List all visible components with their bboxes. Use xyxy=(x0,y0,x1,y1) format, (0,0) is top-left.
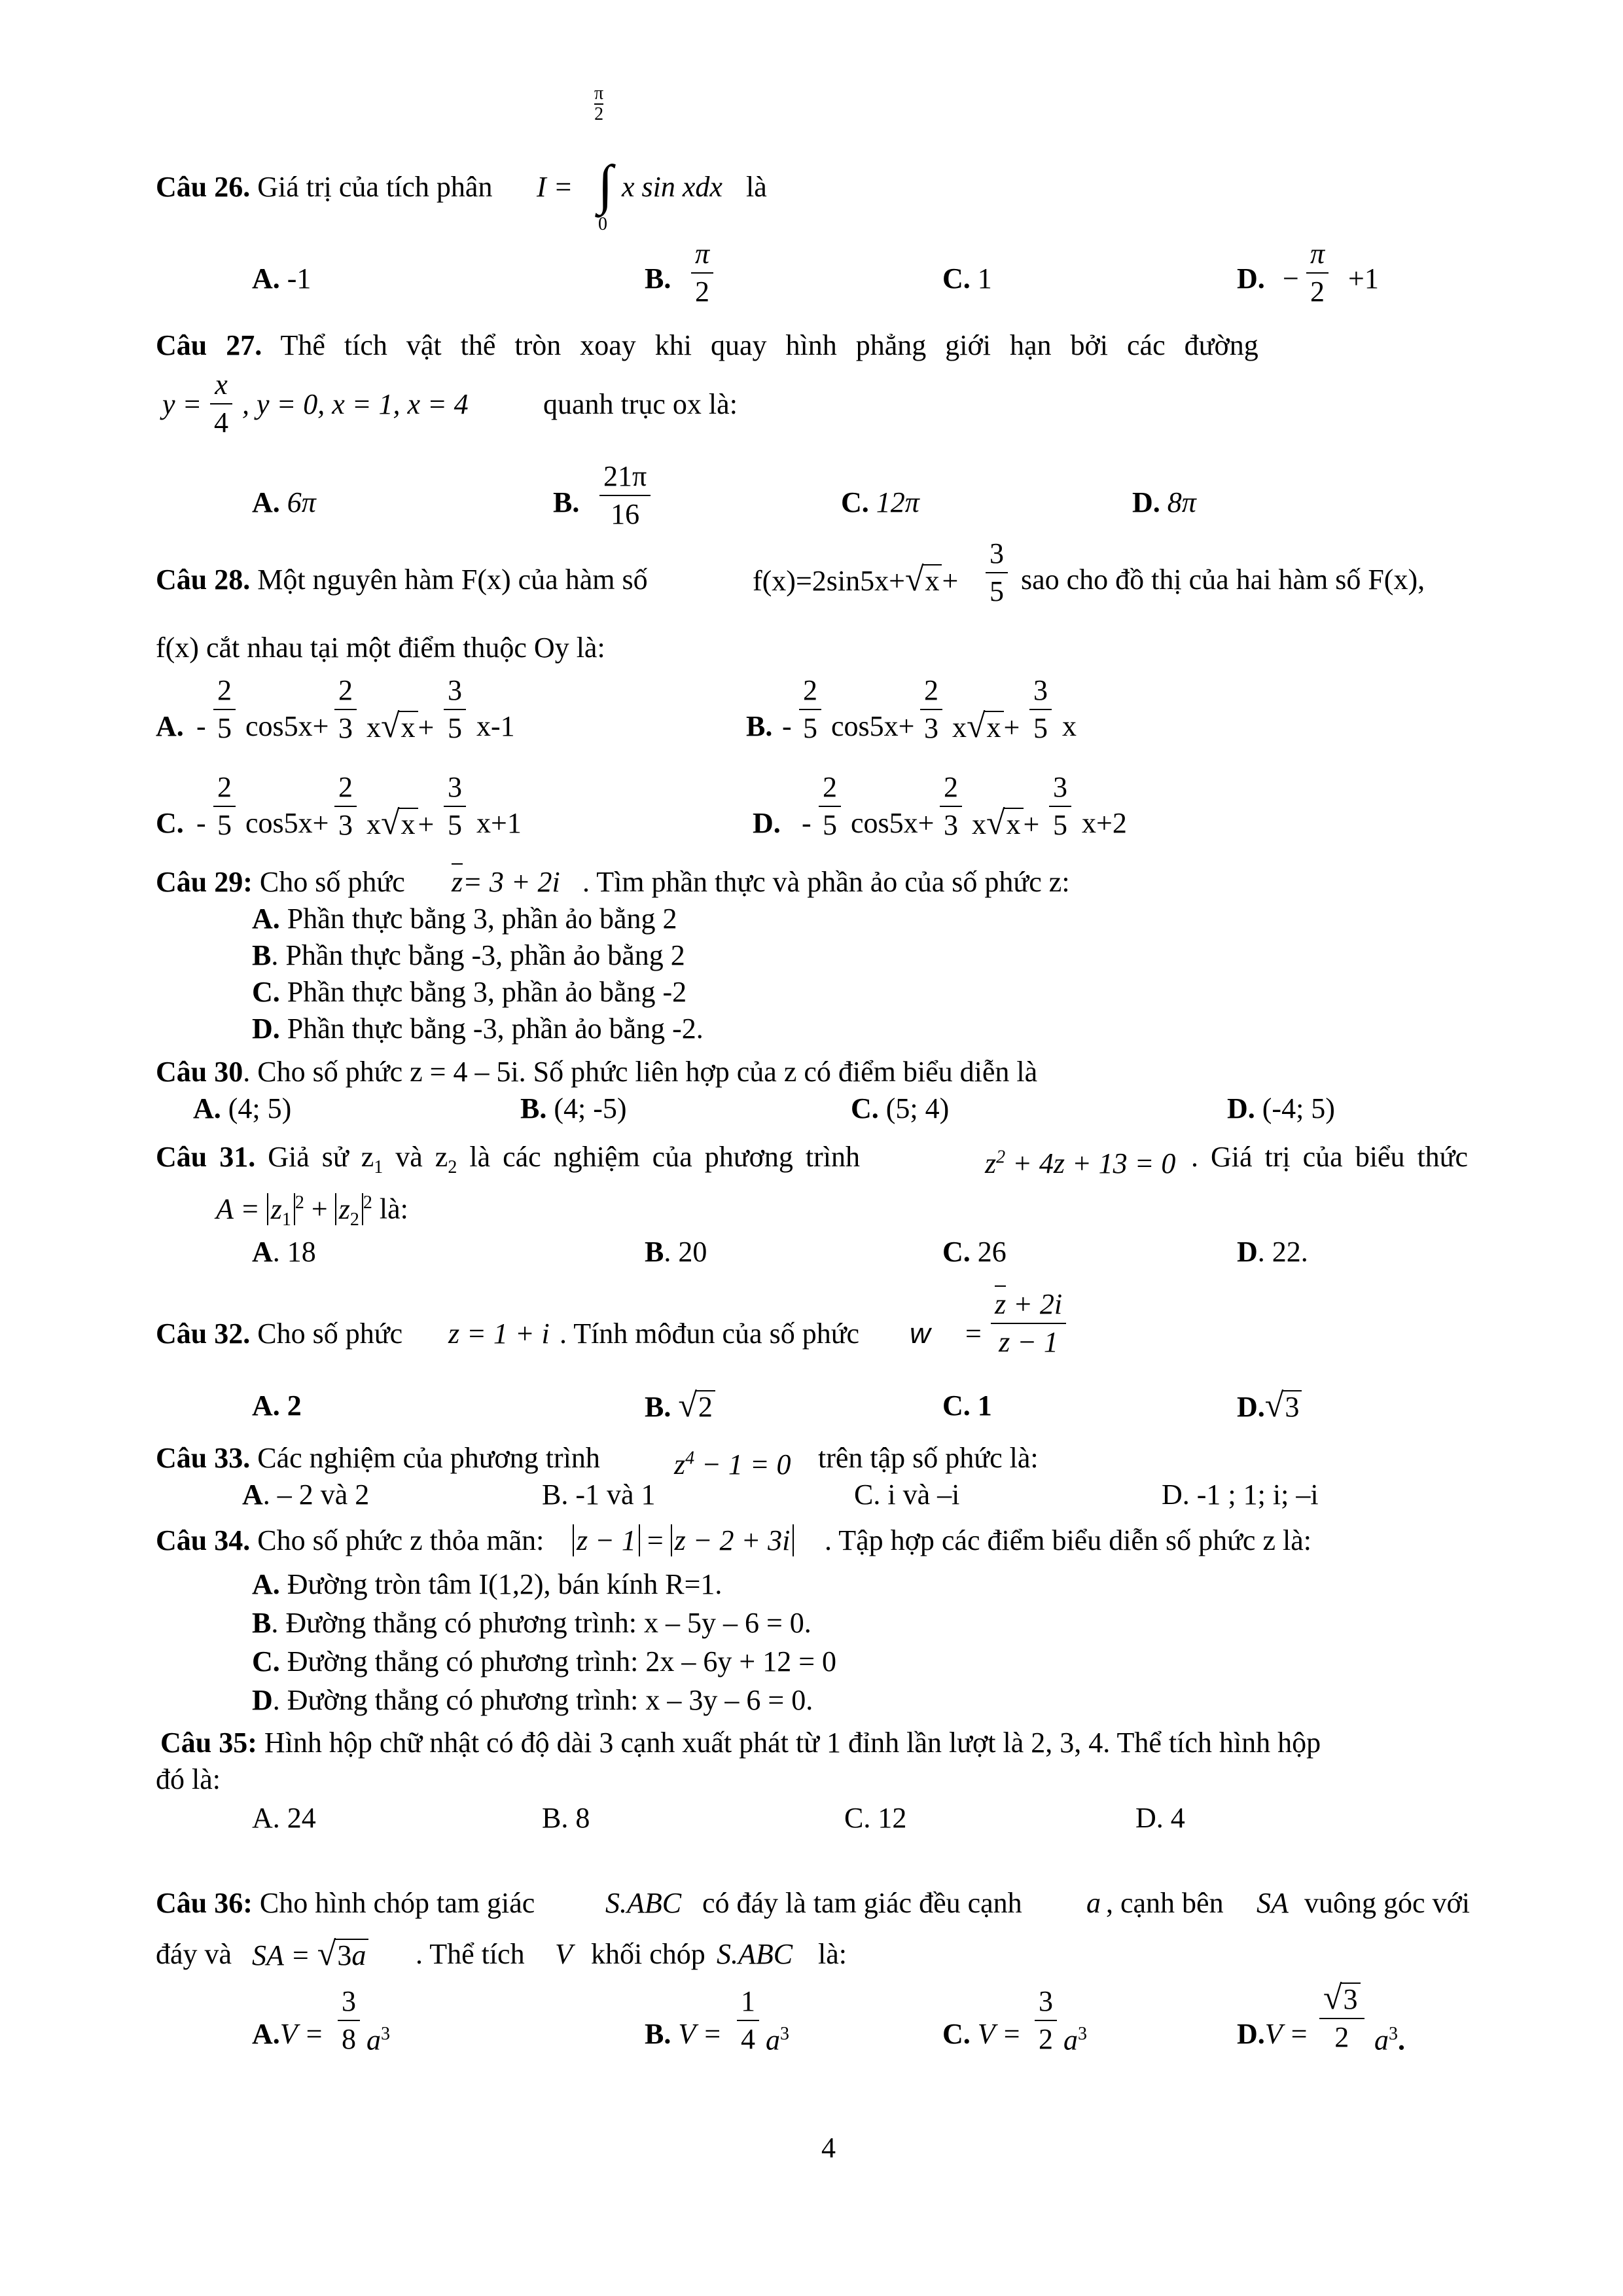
q36-option-c: C. V = xyxy=(942,2018,1022,2050)
q28-text2: f(x) cắt nhau tại một điểm thuộc Oy là: xyxy=(156,632,605,664)
q32-option-b: √2 xyxy=(678,1391,715,1423)
q26-option-a: -1 xyxy=(287,262,312,295)
q26-tail: là xyxy=(746,171,767,203)
q31-expression: $A = z_1^2 + z_2^2$ là: xyxy=(216,1193,408,1230)
q26-option-d: $\frac{\pi}{2}$ xyxy=(1306,236,1329,310)
q26-upper-num: π xyxy=(594,83,604,103)
q34-label: Câu 34. xyxy=(156,1524,251,1556)
q34-condition: z − 1 = z − 2 + 3i xyxy=(573,1522,794,1559)
q33-option-a: . – 2 và 2 xyxy=(262,1479,370,1511)
q34-text2: . Tập hợp các điểm biểu diễn số phức z là: xyxy=(825,1524,1311,1556)
exam-page: Câu 26. Giá trị của tích phân I = $\frac{\pi}{2}$ ∫ 0 x sin xdx là A. -1 B. $\frac{\pi}{2}$ C. 1 D. − $\frac{\pi}{2}$ +1 Câu 27. Thể tích vật thể tròn xoay khi quay hình phẳng giới hạn bởi các đường y = $\frac{x}{4}$ , y = 0, x = 1, x = 4 quanh trục ox là: A. 6π B. $\frac{21\pi}{16}$ C. 12π D. 8π Câu 28. Một nguyên hàm F(x) của hàm số f(x)=2sin5x+√x+ $\frac{3}{5}$ sao cho đồ thị của hai hàm số F(x), f(x) cắt nhau tại một điểm thuộc Oy là: A. - $\frac{2}{5}$ cos5x+ $\frac{2}{3}$ x√x+ $\frac{3}{5}$ x-1 B. - $\frac{2}{5}$ cos5x+ $\frac{2}{3}$ x√x+ $\frac{3}{5}$ x C. - $\frac{2}{5}$ cos5x+ $\frac{2}{3}$ x√x+ $\frac{3}{5}$ x+1 D. - $\frac{2}{5}$ cos5x+ $\frac{2}{3}$ x√x+ $\frac{3}{5}$ x+2 Câu 29: Cho số phức z= 3 + 2i . Tìm phần thực và phần ảo của số phức z: A. Phần thực bằng 3, phần ảo bằng 2 B. Phần thực bằng -3, phần ảo bằng 2 C. Phần thực bằng 3, phần ảo bằng -2 D. Phần thực bằng -3, phần ảo bằng -2. Câu 30. Cho số phức z = 4 – 5i. Số phức liên hợp của z có điểm biểu diễn là A. (4; 5) B. (4; -5) C. (5; 4) D. (-4; 5) Câu 31. Giả sử $z_1$ và $z_2$ là các nghiệm của phương trình $z^2 + 4z + 13 = 0$ . Giá trị của biểu thức $A = z_1^2 + z_2^2$ là: A. 18 B. 20 C. 26 D. 22. Câu 32. Cho số phức z = 1 + i . Tính môđun của số phức w = $\frac{z + 2i}{z - 1}$ A. 2 B. √2 C. 1 D.√3 Câu 33. Các nghiệm của phương trình $z^4 - 1 = 0$ trên tập số phức là: A. – 2 và 2 B. -1 và 1 C. i và –i D. -1 ; 1; i; –i Câu 34. Cho số phức z thỏa mãn: z − 1 = z − 2 + 3i . Tập hợp các điểm biểu diễn số phức z là: A. Đường tròn tâm I(1,2), bán kính R=1. B. Đường thẳng có phương trình: x – 5y – 6 = 0. C. Đường thẳng có phương trình: 2x – 6y + 12 = 0 D. Đường thẳng có phương trình: x – 3y – 6 = 0. Câu 35: Hình hộp chữ nhật có độ dài 3 cạnh xuất phát từ 1 đỉnh lần lượt là 2, 3, 4. Thể tích hình hộp đó là: A. 24 B. 8 C. 12 D. 4 Câu 36: Cho hình chóp tam giác S.ABC có đáy là tam giác đều cạnh a , cạnh bên SA vuông góc với đáy và SA = √3a . Thể tích V khối chóp S.ABC là: A.V = $\frac{3}{8}$ $a^3$ B. V = $\frac{1}{4}$ $a^3$ C. V = $\frac{3}{2}$ $a^3$ D.V = $\frac{√3}{2}$ $a^3$. 4 xyxy=(156,83,1471,2164)
q27-label: Câu 27. xyxy=(156,329,262,361)
q33-option-c: C. i và –i xyxy=(854,1479,960,1511)
q32-option-c: C. 1 xyxy=(942,1390,992,1422)
q30-option-c: (5; 4) xyxy=(878,1092,950,1124)
q26-option-c: 1 xyxy=(977,262,992,295)
q27-eq-frac: $\frac{x}{4}$ xyxy=(210,367,232,441)
q32-option-d: √3 xyxy=(1265,1391,1302,1423)
q27-text2: quanh trục ox là: xyxy=(543,388,738,420)
q35-option-d: D. 4 xyxy=(1135,1802,1185,1834)
q28-text-after: sao cho đồ thị của hai hàm số F(x), xyxy=(1021,564,1425,596)
q30-label: Câu 30 xyxy=(156,1056,243,1088)
q26-lower: 0 xyxy=(598,214,607,234)
q33-text: Các nghiệm của phương trình xyxy=(257,1442,600,1474)
q31-option-c: 26 xyxy=(970,1236,1007,1268)
q26-upper-den: 2 xyxy=(594,104,604,124)
q26-integral: $\frac{\pi}{2}$ ∫ 0 xyxy=(594,83,613,234)
q31-label: Câu 31. xyxy=(156,1141,256,1173)
q35-option-b: B. 8 xyxy=(542,1802,590,1834)
q32-eq: z = 1 + i xyxy=(448,1318,550,1350)
q27-option-b: $\frac{21\pi}{16}$ xyxy=(599,458,651,533)
q36-label: Câu 36: xyxy=(156,1887,253,1919)
q29-zbar: z xyxy=(452,863,463,898)
q32-text2: . Tính môđun của số phức xyxy=(560,1318,860,1350)
q26-label: Câu 26. xyxy=(156,171,251,203)
q27-eq-lhs: y = xyxy=(162,388,202,420)
q27-option-a: 6π xyxy=(287,486,316,518)
q26-integrand: x sin xdx xyxy=(622,171,722,203)
q27-text: Thể tích vật thể tròn xoay khi quay hình phẳng giới hạn bởi các đường xyxy=(280,329,1258,361)
q36-option-b: B. V = xyxy=(645,2018,722,2050)
q31-option-d: . 22. xyxy=(1257,1236,1308,1268)
q32-w: w xyxy=(910,1318,931,1350)
q33-option-d: D. -1 ; 1; i; –i xyxy=(1162,1479,1319,1511)
q31-text3: . Giá trị của biểu thức xyxy=(1191,1141,1469,1173)
q36-option-d: D.V = xyxy=(1237,2018,1309,2050)
q31-option-a: . 18 xyxy=(272,1236,316,1268)
q29-text2: . Tìm phần thực và phần ảo của số phức z: xyxy=(582,866,1070,898)
q35-label: Câu 35: xyxy=(160,1727,257,1759)
q26-lhs: I = xyxy=(537,171,573,203)
q33-equation: $z^4 - 1 = 0$ xyxy=(674,1448,791,1480)
q32-fraction: $\frac{z + 2i}{z - 1}$ xyxy=(991,1286,1066,1361)
page-number: 4 xyxy=(821,2132,836,2164)
q28-text: Một nguyên hàm F(x) của hàm số xyxy=(257,564,648,596)
q32-label: Câu 32. xyxy=(156,1318,251,1350)
q35-option-a: A. 24 xyxy=(252,1802,316,1834)
q35-option-c: C. 12 xyxy=(844,1802,907,1834)
q27-option-c: 12π xyxy=(876,486,919,518)
q28-func: f(x)=2sin5x+√x+ xyxy=(753,561,959,598)
q36-sa-eq: SA = √3a xyxy=(252,1936,368,1974)
q35-text: Hình hộp chữ nhật có độ dài 3 cạnh xuất phát từ 1 đỉnh lần lượt là 2, 3, 4. Thể tích hình hộp xyxy=(257,1727,1321,1759)
q29-label: Câu 29: xyxy=(156,866,253,898)
q36-option-a: A.V = xyxy=(252,2018,324,2050)
q29-text: Cho số phức xyxy=(259,866,405,898)
q28-label: Câu 28. xyxy=(156,564,251,596)
q30-text: . Cho số phức z = 4 – 5i. Số phức liên hợp của z có điểm biểu diễn là xyxy=(243,1056,1038,1088)
q32-text: Cho số phức xyxy=(257,1318,403,1350)
q30-option-a: (4; 5) xyxy=(221,1092,292,1124)
q30-option-d: (-4; 5) xyxy=(1255,1092,1335,1124)
q33-label: Câu 33. xyxy=(156,1442,251,1474)
q26-text: Giá trị của tích phân xyxy=(257,171,493,203)
q28-func-frac: $\frac{3}{5}$ xyxy=(986,535,1008,610)
q26-option-b: $\frac{\pi}{2}$ xyxy=(691,236,713,310)
q32-option-a: A. 2 xyxy=(252,1390,302,1422)
q35-text2: đó là: xyxy=(156,1763,221,1795)
q27-eq-rest: , y = 0, x = 1, x = 4 xyxy=(242,388,469,420)
q29-eq: = 3 + 2i xyxy=(463,866,560,898)
q31-option-b: . 20 xyxy=(664,1236,707,1268)
q31-equation: $z^2 + 4z + 13 = 0$ xyxy=(985,1147,1176,1179)
q33-text2: trên tập số phức là: xyxy=(818,1442,1039,1474)
q34-text: Cho số phức z thỏa mãn: xyxy=(257,1524,544,1556)
q30-option-b: (4; -5) xyxy=(546,1092,627,1124)
q27-option-d: 8π xyxy=(1167,486,1196,518)
q33-option-b: B. -1 và 1 xyxy=(542,1479,656,1511)
